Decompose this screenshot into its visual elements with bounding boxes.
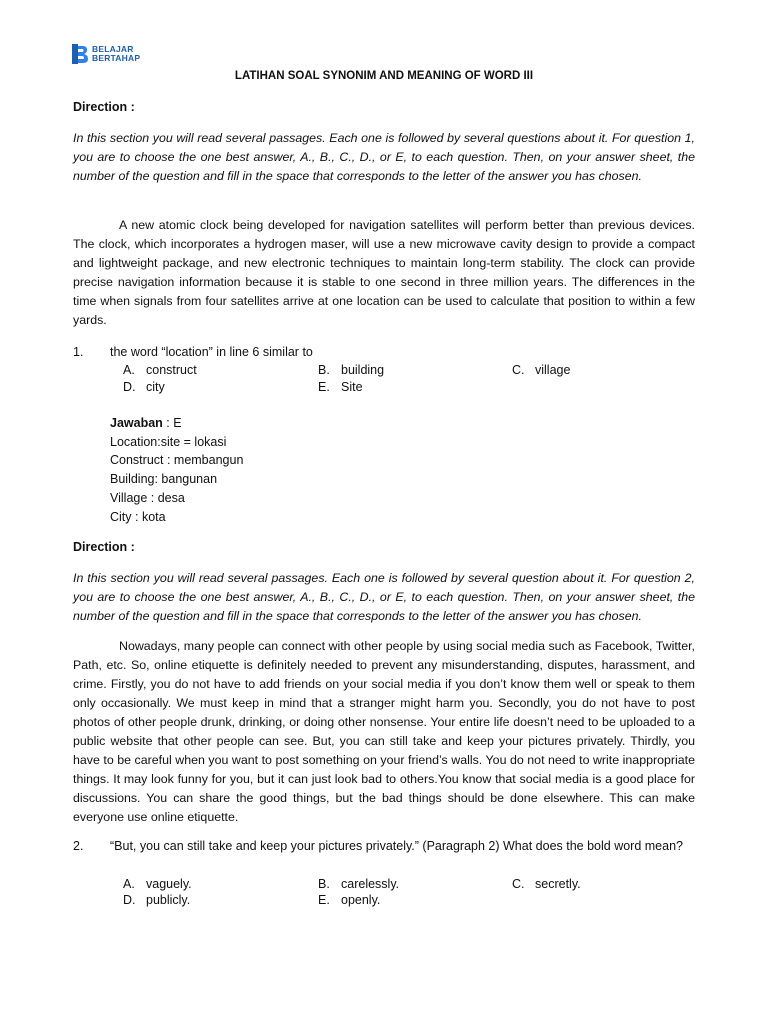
question-1-option-a <box>123 363 197 377</box>
option-text: Site <box>341 380 363 394</box>
explanation-line: Building: bangunan <box>110 472 218 487</box>
explanation-line: Location:site = lokasi <box>110 434 227 449</box>
option-letter: C. <box>512 877 525 891</box>
option-letter: B. <box>318 363 330 377</box>
question-2-text: “But, you can still take and keep your pictures privately.” (Paragraph 2) What does the bold word mean? <box>110 839 683 853</box>
question-2-option-b <box>318 877 399 891</box>
option-text: village <box>535 363 571 377</box>
direction-heading-2: Direction : <box>73 540 135 554</box>
question-2-option-e <box>318 893 380 907</box>
direction-text-2: In this section you will read several passages. Each one is followed by several question about it. For question 2, you are to choose the one best answer, A., B., C., D., or E, to each question. Then, on your answer sheet, the number of the question and fill in the space that corresponds to the letter of the answer you has chosen. <box>73 571 695 623</box>
question-1-option-e <box>318 380 363 394</box>
option-letter: B. <box>318 877 330 891</box>
question-1-option-c <box>512 363 570 377</box>
option-text: secretly. <box>535 877 581 891</box>
question-1-number: 1. <box>73 345 84 359</box>
logo-line-2: BERTAHAP <box>92 53 141 63</box>
option-letter: D. <box>123 380 136 394</box>
option-text: city <box>146 380 165 394</box>
option-letter: C. <box>512 363 525 377</box>
page-title: LATIHAN SOAL SYNONIM AND MEANING OF WORD III <box>234 70 534 82</box>
logo-line-1: BELAJAR <box>92 44 134 54</box>
option-letter: A. <box>123 877 135 891</box>
option-letter: A. <box>123 363 135 377</box>
direction-text-1: In this section you will read several passages. Each one is followed by several questions about it. For question 1, you are to choose the one best answer, A., B., C., D., or E, to each question. Then, on your answer sheet, the number of the question and fill in the space that corresponds to the letter of the answer you has chosen. <box>73 131 695 183</box>
logo-icon <box>72 44 88 64</box>
question-1-option-d <box>123 380 165 394</box>
question-2-number: 2. <box>73 839 84 853</box>
question-1-answer <box>110 414 243 526</box>
option-text: building <box>341 363 385 377</box>
explanation-line: Village : desa <box>110 490 185 505</box>
explanation-line: City : kota <box>110 509 166 524</box>
question-2-option-d <box>123 893 190 907</box>
answer-line <box>110 414 243 433</box>
answer-label: Jawaban <box>110 416 163 430</box>
option-text: construct <box>146 363 197 377</box>
option-text: publicly. <box>146 893 191 907</box>
direction-heading-1: Direction : <box>73 100 135 114</box>
answer-value: : E <box>162 416 182 430</box>
option-letter: E. <box>318 893 330 907</box>
passage-2: Nowadays, many people can connect with other people by using social media such as Facebook, Twitter, Path, etc. So, online etiquette is definitely needed to prevent any misunderstanding, disputes, harassment, and crime. Firstly, you do not have to add friends on your social media if you don’t know them well or speak to them only occasionally. We must keep in mind that a stranger might harm you. Secondly, you do not have to post photos of other people drunk, drinking, or doing other nonsense. Your entire life doesn’t need to be uploaded to a public website that other people can see. But, you can still take and keep your pictures privately. Thirdly, you have to be careful when you want to post something on your friend’s walls. You do not need to write inappropriate things. It may look funny for you, but it can just look bad to others.You know that social media is a good place for discussions. You can share the good things, but the bad things should be done elsewhere. This can make everyone use online etiquette. <box>73 639 695 824</box>
explanation-line: Construct : membangun <box>110 453 244 468</box>
question-2-option-a <box>123 877 192 891</box>
brand-logo <box>72 44 140 64</box>
option-text: carelessly. <box>341 877 400 891</box>
question-1-text: the word “location” in line 6 similar to <box>110 345 313 359</box>
option-text: openly. <box>341 893 381 907</box>
option-letter: D. <box>123 893 136 907</box>
option-text: vaguely. <box>146 877 192 891</box>
passage-1: A new atomic clock being developed for navigation satellites will perform better than previous devices. The clock, which incorporates a hydrogen maser, will use a new microwave cavity design to provide a compact and lightweight package, and new electronic techniques to maintain long-term stability. The clock can provide precise navigation information because it is stable to one second in three million years. The differences in the time when signals from four satellites arrive at one location can be used to calculate that position to within a few yards. <box>73 218 695 327</box>
logo-wordmark <box>92 45 140 63</box>
option-letter: E. <box>318 380 330 394</box>
question-1-option-b <box>318 363 384 377</box>
question-2-option-c <box>512 877 581 891</box>
